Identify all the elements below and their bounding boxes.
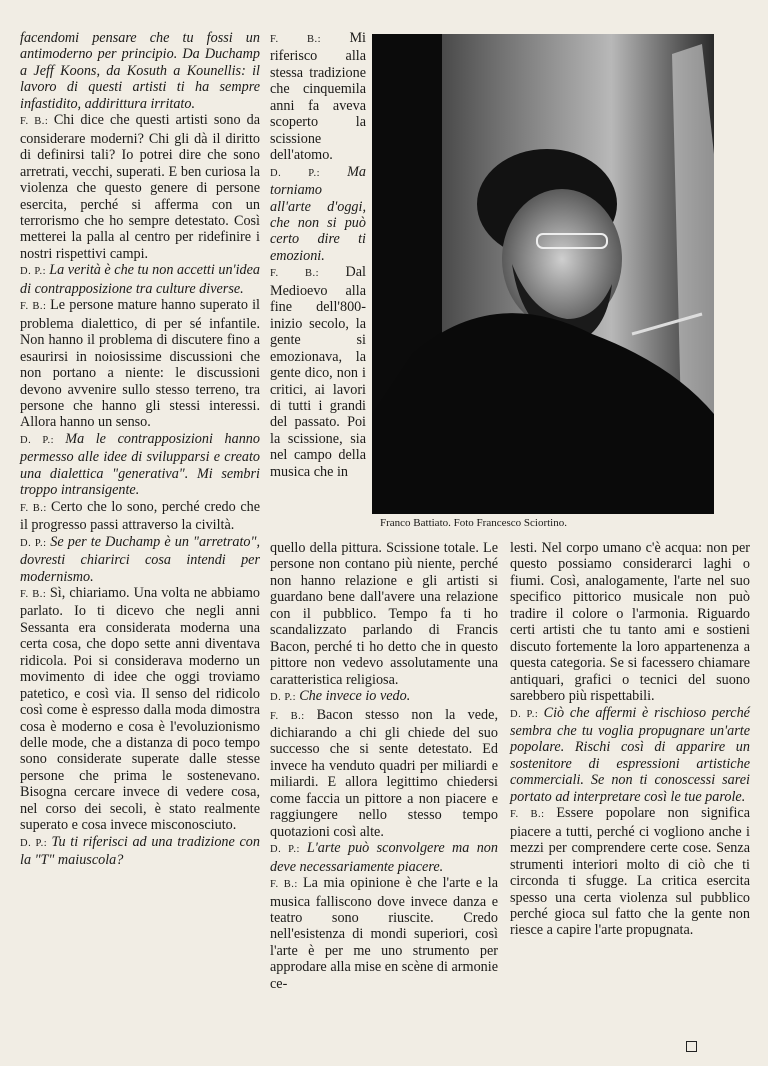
photo-caption: Franco Battiato. Foto Francesco Sciortino.	[380, 517, 567, 529]
paragraph-text: Tu ti riferisci ad una tradizione con la "T" maiuscola?	[20, 833, 260, 869]
paragraph-text: Bacon stesso non la vede, dichiarando a chi gli chiede del suo successo che si sente detestato. Ed invece ha venduto quadri per miliardi e miliardi. E allora legittimo chiedersi come faccia un pittore a non piacere e raggiungere nello stesso tempo quotazioni così alte.	[270, 706, 498, 840]
question-paragraph	[20, 431, 260, 499]
speaker-label: F. B.:	[510, 809, 557, 821]
paragraph-text: Ciò che affermi è rischioso perché sembra che tu voglia propugnare un'arte popolare. Rischi così di apparire un sostenitore di espressioni artistiche commerciali. Se non ti conoscessi sarei portato ad interpretare così le tue parole.	[510, 704, 750, 805]
portrait-photo	[372, 34, 714, 514]
speaker-label: D. P.:	[270, 167, 348, 179]
paragraph-text: Che invece io vedo.	[299, 688, 411, 705]
paragraph-text: Mi riferisco alla stessa tradizione che cinquemila anni fa aveva scoperto la scissione dell'atomo.	[270, 30, 366, 164]
speaker-label: F. B.:	[20, 301, 51, 313]
answer-paragraph	[20, 297, 260, 431]
answer-paragraph	[270, 264, 366, 480]
text-column-2	[270, 540, 498, 992]
text-column-2-narrow	[270, 30, 366, 480]
paragraph-text: Ma le contrapposizioni hanno permesso alle idee di svilupparsi e creato una dialettica "generativa". Mi sembri troppo intransigente.	[20, 430, 260, 499]
speaker-label: F. B.:	[20, 588, 50, 600]
speaker-label: D. P.:	[20, 434, 66, 446]
question-paragraph	[20, 262, 260, 297]
paragraph-text: Dal Medioevo alla fine dell'800-inizio secolo, la gente si emozionava, la gente dico, non i critici, ai lavori di tutti i grandi del passato. Poi la scissione, sia nel campo della musica che in	[270, 264, 366, 480]
speaker-label: D. P.:	[510, 708, 544, 720]
paragraph-text: Ma torniamo all'arte d'oggi, che non si può certo dire ti emozioni.	[270, 163, 366, 264]
end-of-article-mark	[686, 1041, 697, 1052]
paragraph-text: facendomi pensare che tu fossi un antimoderno per principio. Da Duchamp a Jeff Koons, da Kosuth a Kounellis: il lavoro di questi artisti ti ha sempre infastidito, addirittura irritato.	[20, 30, 260, 112]
paragraph-text: Certo che lo sono, perché credo che il progresso passi attraverso la civiltà.	[20, 498, 261, 534]
paragraph-text: La verità è che tu non accetti un'idea di contrapposizione tra culture diverse.	[20, 262, 260, 297]
paragraph-text: Essere popolare non significa piacere a tutti, perché ci vogliono anche i mezzi per comprendere certe cose. Senza strumenti interiori molto di ciò che ti circonda ti sfugge. La critica esercita spesso una certa violenza sul pubblico perché gioca sul fatto che la gente non riesce a capire l'arte propugnata.	[510, 805, 751, 939]
speaker-label: F. B.:	[270, 34, 350, 45]
speaker-label: D. P.:	[20, 837, 52, 849]
speaker-label: D. P.:	[270, 692, 300, 704]
paragraph-text: Se per te Duchamp è un "arretrato", dovresti chiarirci cosa intendi per modernismo.	[20, 533, 260, 585]
speaker-label: F. B.:	[270, 268, 346, 280]
question-paragraph	[20, 834, 260, 869]
text-column-3	[510, 540, 750, 939]
question-paragraph	[270, 688, 498, 706]
answer-paragraph	[270, 540, 498, 688]
answer-paragraph	[270, 875, 498, 992]
speaker-label: F. B.:	[20, 502, 51, 514]
paragraph-text: Le persone mature hanno superato il problema dialettico, di per sé infantile. Non hanno il problema di discutere fino a esaurirsi in noiosissime discussioni che non portano a niente: le discussioni devono avvenire sullo stesso terreno, tra persone che hanno gli stessi interessi. Allora hanno un senso.	[20, 297, 261, 431]
answer-paragraph	[270, 30, 366, 164]
question-paragraph	[20, 30, 260, 112]
paragraph-text: quello della pittura. Scissione totale. Le persone non contano più niente, perché non hanno relazione e gli artisti si guardano bene dall'avere una relazione con il pubblico. Tempo fa ti ho scandalizzato parlando di Francis Bacon, perché ti ho detto che in questo pittore non vedevo assolutamente una caratteristica religiosa.	[270, 540, 498, 688]
paragraph-text: La mia opinione è che l'arte e la musica falliscono dove invece danza e teatro sono riuscite. Credo nell'esistenza di mondi superiori, così l'arte è per me uno strumento per approdare alla mise en scène di armonie ce-	[270, 875, 498, 992]
question-paragraph	[270, 840, 498, 875]
speaker-label: D. P.:	[20, 266, 50, 278]
answer-paragraph	[510, 540, 750, 705]
text-column-1	[20, 30, 260, 869]
paragraph-text: Chi dice che questi artisti sono da considerare moderni? Chi gli dà il diritto di definirsi tali? Io potrei dire che sono arretrati, vecchi, superati. E ben curiosa la violenza che questo genere di persone esercita, perché si afferma con un terrorismo che ho sempre detestato. Così metterei la palla al centro per ridefinire i nostri rispettivi campi.	[20, 112, 261, 262]
question-paragraph	[270, 164, 366, 265]
answer-paragraph	[510, 805, 750, 939]
speaker-label: D. P.:	[270, 844, 307, 856]
answer-paragraph	[20, 585, 260, 834]
paragraph-text: lesti. Nel corpo umano c'è acqua: non per questo possiamo considerarci laghi o fiumi. Così, analogamente, l'arte nel suo specifico pittorico musicale non può tradire il colore o l'armonia. Riguardo certi artisti che tu tanto ami e sostieni discuto fortemente la loro appartenenza a questa categoria. Se si facessero chiamare antiquari, grafici o tecnici del suono sarebbero più rispettabili.	[510, 540, 750, 705]
paragraph-text: Sì, chiariamo. Una volta ne abbiamo parlato. Io ti dicevo che negli anni Sessanta era considerata moderna una certa cosa, che dopo sette anni diventava ridicola. Poi si considerava moderno un movimento di idee che oggi troviamo patetico, e così via. Il senso del ridicolo così come è espresso dalla moda dimostra cosa è moderno e cosa è l'evoluzionismo delle mode, che a distanza di poco tempo sono considerate superate dalle stesse persone che prima le sostenevano. Bisogna cercare invece di vedere cosa, nel corso dei secoli, è stato realmente superato e cosa invece misconosciuto.	[20, 584, 260, 834]
photo-image	[372, 34, 714, 514]
question-paragraph	[20, 534, 260, 585]
answer-paragraph	[270, 707, 498, 841]
question-paragraph	[510, 705, 750, 806]
speaker-label: F. B.:	[20, 116, 54, 128]
answer-paragraph	[20, 112, 260, 262]
answer-paragraph	[20, 499, 260, 534]
speaker-label: F. B.:	[270, 710, 317, 722]
speaker-label: F. B.:	[270, 879, 303, 891]
speaker-label: D. P.:	[20, 537, 51, 549]
paragraph-text: L'arte può sconvolgere ma non deve necessariamente piacere.	[270, 840, 498, 875]
